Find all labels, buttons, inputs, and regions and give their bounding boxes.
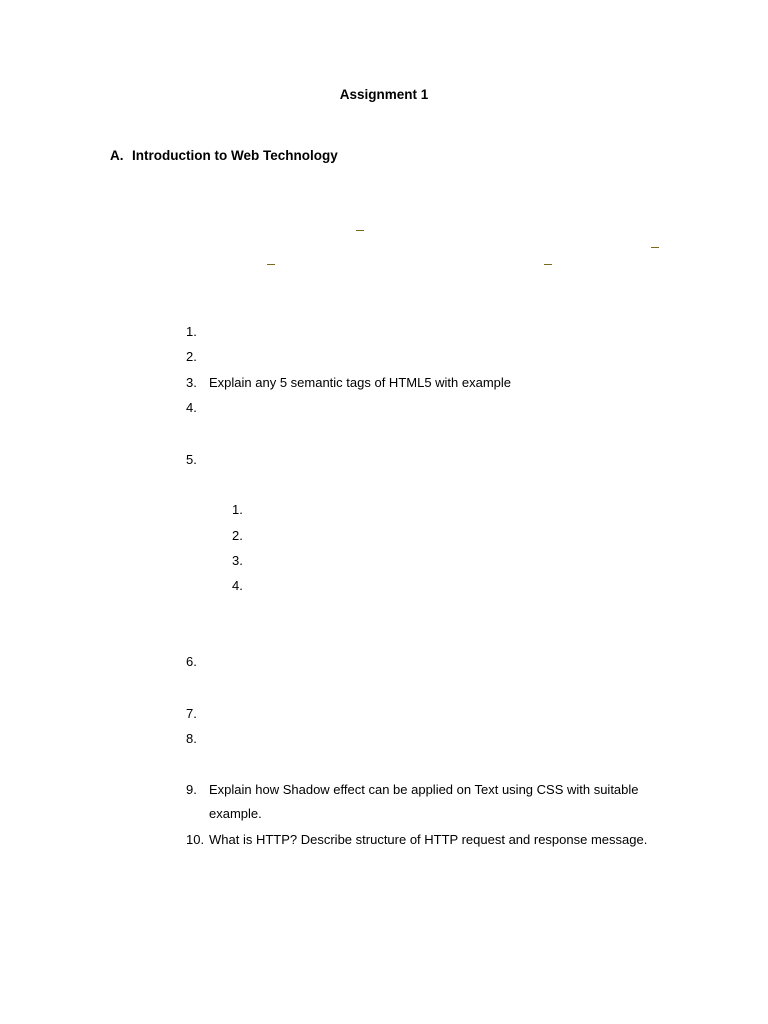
question-item: [186, 731, 209, 747]
question-text: What is HTTP? Describe structure of HTTP request and response message.: [209, 832, 648, 847]
dash-mark: [544, 264, 552, 265]
question-number: 9.: [186, 782, 197, 797]
question-item: [186, 452, 209, 468]
question-item: [186, 400, 209, 416]
section-heading: [110, 148, 338, 163]
dash-mark: [651, 247, 659, 248]
question-number: 6.: [186, 654, 197, 669]
question-number: 7.: [186, 706, 197, 721]
question-number: 5.: [186, 452, 197, 467]
question-item: [186, 654, 209, 670]
sub-item-number: 4.: [232, 578, 243, 593]
section-letter: A.: [110, 148, 124, 163]
question-item: [186, 375, 511, 391]
dash-mark: [356, 230, 364, 231]
question-item: [186, 832, 647, 848]
question-text: Explain any 5 semantic tags of HTML5 with example: [209, 375, 512, 390]
question-item: [186, 349, 209, 365]
dash-mark: [267, 264, 275, 265]
sub-item-number: 1.: [232, 502, 243, 517]
question-number: 10.: [186, 832, 205, 847]
section-heading-text: Introduction to Web Technology: [132, 148, 338, 163]
question-number: 1.: [186, 324, 197, 339]
question-text: Explain how Shadow effect can be applied on Text using CSS with suitable: [209, 782, 639, 797]
question-number: 2.: [186, 349, 197, 364]
sub-item-number: 2.: [232, 528, 243, 543]
question-number: 8.: [186, 731, 197, 746]
question-item: [186, 706, 209, 722]
question-number: 3.: [186, 375, 197, 390]
question-item: [186, 324, 209, 340]
question-item: [186, 782, 639, 798]
sub-item-number: 3.: [232, 553, 243, 568]
document-title: Assignment 1: [339, 87, 429, 102]
question-text-continuation: example.: [209, 806, 262, 821]
question-number: 4.: [186, 400, 197, 415]
